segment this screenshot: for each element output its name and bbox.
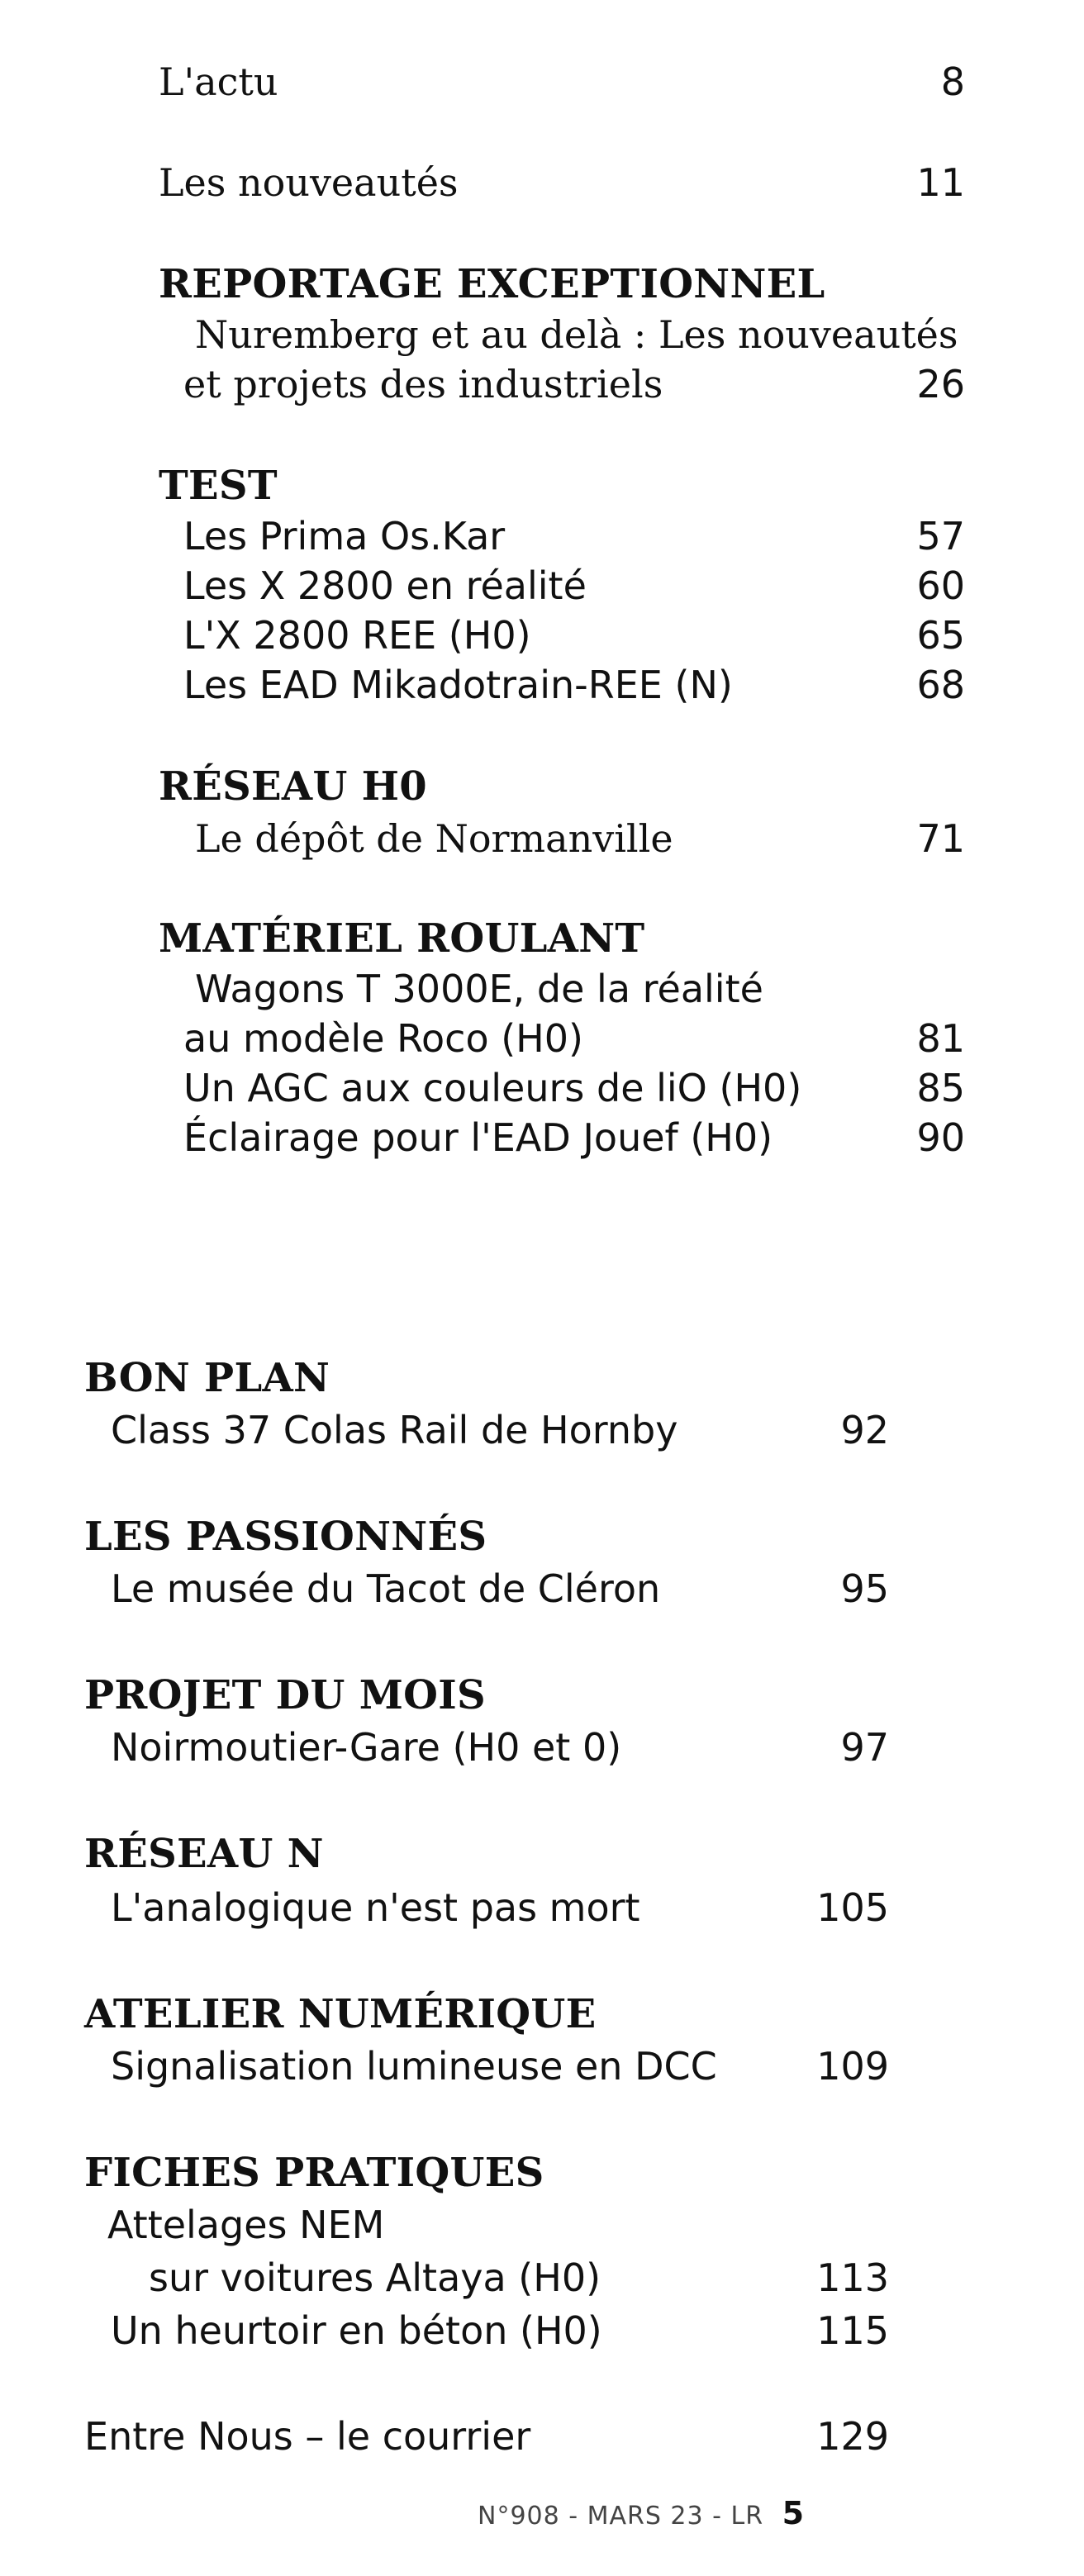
entry-label: Class 37 Colas Rail de Hornby bbox=[111, 1408, 678, 1452]
entry-page: 81 bbox=[916, 1016, 965, 1061]
entry-page: 8 bbox=[940, 59, 965, 104]
entry-label: Éclairage pour l'EAD Jouef (H0) bbox=[183, 1115, 773, 1160]
entry-page: 65 bbox=[916, 613, 965, 658]
entry-page: 105 bbox=[816, 1885, 889, 1930]
entry-page: 92 bbox=[840, 1408, 889, 1452]
entry-page: 57 bbox=[916, 514, 965, 558]
entry-page: 97 bbox=[840, 1725, 889, 1770]
toc-entry-normanville[interactable] bbox=[195, 816, 965, 861]
toc-entry-wagons[interactable] bbox=[183, 1016, 965, 1061]
entry-page: 90 bbox=[916, 1115, 965, 1160]
entry-label: Les EAD Mikadotrain-REE (N) bbox=[183, 663, 733, 707]
section-heading-bon-plan: BON PLAN bbox=[84, 1355, 330, 1401]
entry-label: Entre Nous – le courrier bbox=[84, 2414, 531, 2459]
entry-page: 71 bbox=[916, 816, 965, 861]
entry-page: 129 bbox=[816, 2414, 889, 2459]
toc-entry-line bbox=[195, 967, 965, 1011]
toc-entry-attelages[interactable] bbox=[149, 2255, 889, 2300]
entry-label: Un heurtoir en béton (H0) bbox=[111, 2308, 602, 2353]
toc-entry-noirmoutier[interactable] bbox=[111, 1725, 889, 1770]
toc-entry[interactable] bbox=[183, 514, 965, 558]
entry-label: L'actu bbox=[159, 59, 278, 104]
toc-entry[interactable] bbox=[183, 1066, 965, 1110]
entry-label: au modèle Roco (H0) bbox=[183, 1016, 583, 1061]
toc-entry[interactable] bbox=[183, 663, 965, 707]
section-heading-fiches-pratiques: FICHES PRATIQUES bbox=[84, 2150, 544, 2196]
toc-entry[interactable] bbox=[183, 613, 965, 658]
entry-label: Le dépôt de Normanville bbox=[195, 816, 673, 861]
toc-entry-line bbox=[195, 312, 965, 357]
entry-label: Un AGC aux couleurs de liO (H0) bbox=[183, 1066, 802, 1110]
entry-label: Wagons T 3000E, de la réalité bbox=[195, 967, 763, 1011]
section-heading-projet-du-mois: PROJET DU MOIS bbox=[84, 1672, 486, 1718]
entry-label: Noirmoutier-Gare (H0 et 0) bbox=[111, 1725, 622, 1770]
entry-page: 95 bbox=[840, 1566, 889, 1611]
toc-entry-actu[interactable] bbox=[159, 59, 965, 104]
section-heading-reportage: REPORTAGE EXCEPTIONNEL bbox=[159, 261, 825, 307]
section-heading-reseau-n: RÉSEAU N bbox=[84, 1831, 324, 1877]
toc-entry[interactable] bbox=[183, 1115, 965, 1160]
section-heading-test: TEST bbox=[159, 463, 278, 509]
toc-entry-analogique[interactable] bbox=[111, 1885, 889, 1930]
section-heading-reseau-h0: RÉSEAU H0 bbox=[159, 763, 427, 810]
entry-label: Signalisation lumineuse en DCC bbox=[111, 2044, 717, 2089]
entry-page: 115 bbox=[816, 2308, 889, 2353]
toc-entry-signalisation[interactable] bbox=[111, 2044, 889, 2089]
toc-entry-class-37[interactable] bbox=[111, 1408, 889, 1452]
entry-label: Attelages NEM bbox=[107, 2203, 385, 2247]
entry-label: Les Prima Os.Kar bbox=[183, 514, 506, 558]
entry-label: L'X 2800 REE (H0) bbox=[183, 613, 531, 658]
entry-page: 109 bbox=[816, 2044, 889, 2089]
entry-label: sur voitures Altaya (H0) bbox=[149, 2255, 601, 2300]
page-number: 5 bbox=[782, 2495, 806, 2531]
entry-page: 60 bbox=[916, 563, 965, 608]
toc-entry-tacot[interactable] bbox=[111, 1566, 889, 1611]
page-footer bbox=[478, 2495, 805, 2531]
entry-label: L'analogique n'est pas mort bbox=[111, 1885, 640, 1930]
entry-page: 113 bbox=[816, 2255, 889, 2300]
entry-label: Les X 2800 en réalité bbox=[183, 563, 587, 608]
entry-page: 68 bbox=[916, 663, 965, 707]
entry-label: et projets des industriels bbox=[183, 362, 663, 406]
toc-entry-reportage[interactable] bbox=[183, 362, 965, 406]
entry-label: Les nouveautés bbox=[159, 160, 459, 205]
issue-info: N°908 - MARS 23 - LR bbox=[478, 2502, 764, 2531]
toc-entry-nouveautes[interactable] bbox=[159, 160, 965, 205]
section-heading-passionnes: LES PASSIONNÉS bbox=[84, 1514, 487, 1560]
section-heading-materiel-roulant: MATÉRIEL ROULANT bbox=[159, 915, 645, 962]
toc-entry-courrier[interactable] bbox=[84, 2414, 889, 2459]
entry-page: 26 bbox=[916, 362, 965, 406]
entry-page: 85 bbox=[916, 1066, 965, 1110]
entry-page: 11 bbox=[916, 160, 965, 205]
entry-label: Le musée du Tacot de Cléron bbox=[111, 1566, 661, 1611]
toc-entry-heurtoir[interactable] bbox=[111, 2308, 889, 2353]
entry-label: Nuremberg et au delà : Les nouveautés bbox=[195, 312, 958, 357]
toc-entry[interactable] bbox=[183, 563, 965, 608]
section-heading-atelier-numerique: ATELIER NUMÉRIQUE bbox=[84, 1991, 597, 2037]
toc-entry-line bbox=[107, 2203, 889, 2247]
